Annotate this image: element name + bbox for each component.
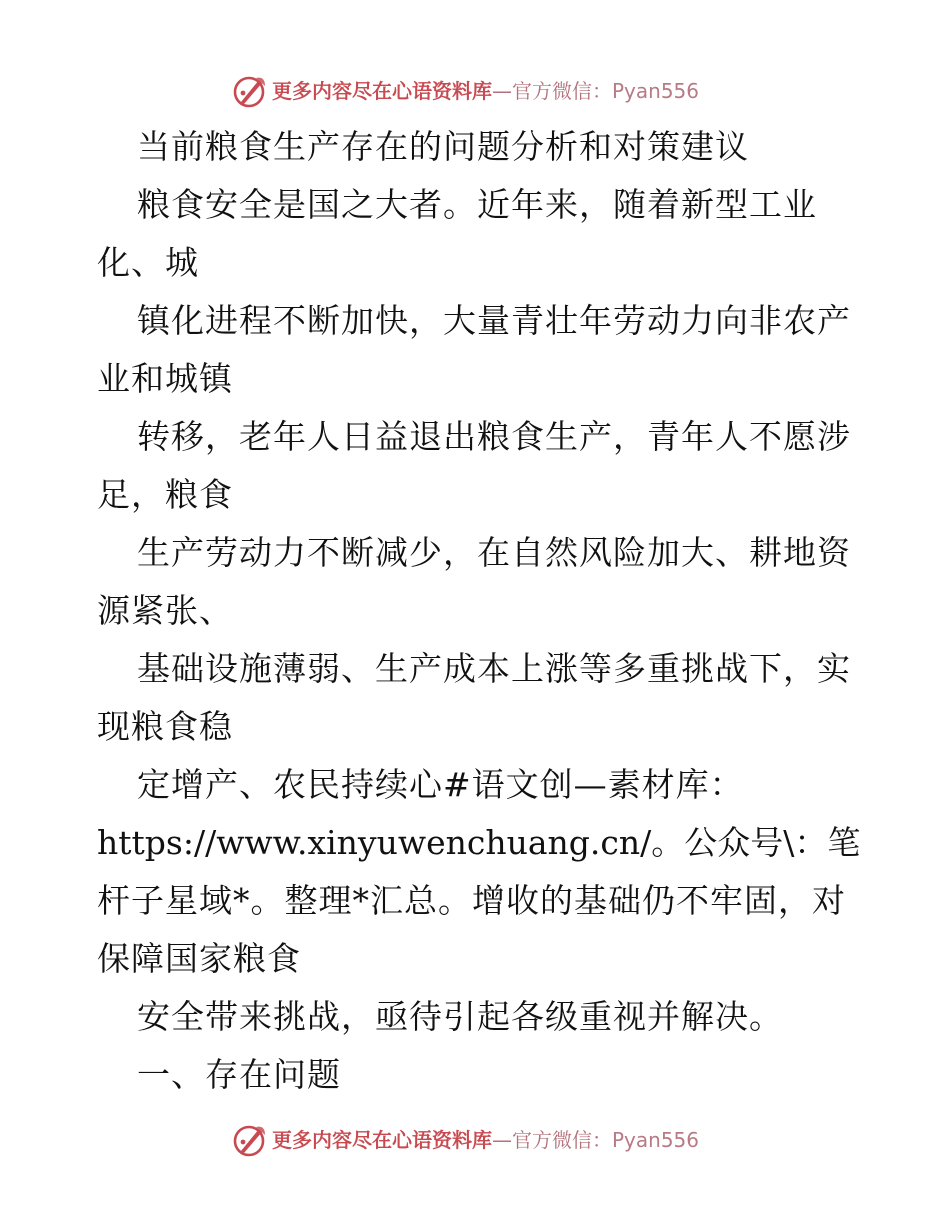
quill-logo-icon [232, 1122, 268, 1158]
paragraph-line: 转移，老年人日益退出粮食生产，青年人不愿涉 [137, 417, 851, 456]
section-heading: 一、存在问题 [137, 1055, 341, 1094]
watermark-header [232, 72, 699, 110]
paragraph-line: 足，粮食 [97, 475, 233, 514]
paragraph-line: 杆子星域*。整理*汇总。增收的基础仍不牢固，对 [97, 881, 846, 920]
paragraph-line: 基础设施薄弱、生产成本上涨等多重挑战下，实 [137, 649, 851, 688]
paragraph-line: 业和城镇 [97, 359, 233, 398]
document-title: 当前粮食生产存在的问题分析和对策建议 [137, 127, 749, 166]
paragraph-line: 生产劳动力不断减少，在自然风险加大、耕地资 [137, 533, 851, 572]
paragraph-line: 源紧张、 [97, 591, 233, 630]
paragraph-line-url: https://www.xinyuwenchuang.cn/。公众号\：笔 [97, 823, 861, 862]
paragraph-line: 现粮食稳 [97, 707, 233, 746]
paragraph-line: 化、城 [97, 243, 199, 282]
paragraph-line: 粮食安全是国之大者。近年来，随着新型工业 [137, 185, 817, 224]
paragraph-line: 镇化进程不断加快，大量青壮年劳动力向非农产 [137, 301, 851, 340]
quill-logo-icon [232, 73, 268, 109]
watermark-text: 更多内容尽在心语资料库—官方微信：Pyan556 [272, 79, 700, 103]
watermark-text: 更多内容尽在心语资料库—官方微信：Pyan556 [272, 1128, 700, 1152]
paragraph-line: 保障国家粮食 [97, 939, 301, 978]
watermark-footer [232, 1121, 699, 1159]
paragraph-line: 安全带来挑战，亟待引起各级重视并解决。 [137, 997, 783, 1036]
paragraph-line: 定增产、农民持续心#语文创—素材库： [137, 765, 744, 804]
